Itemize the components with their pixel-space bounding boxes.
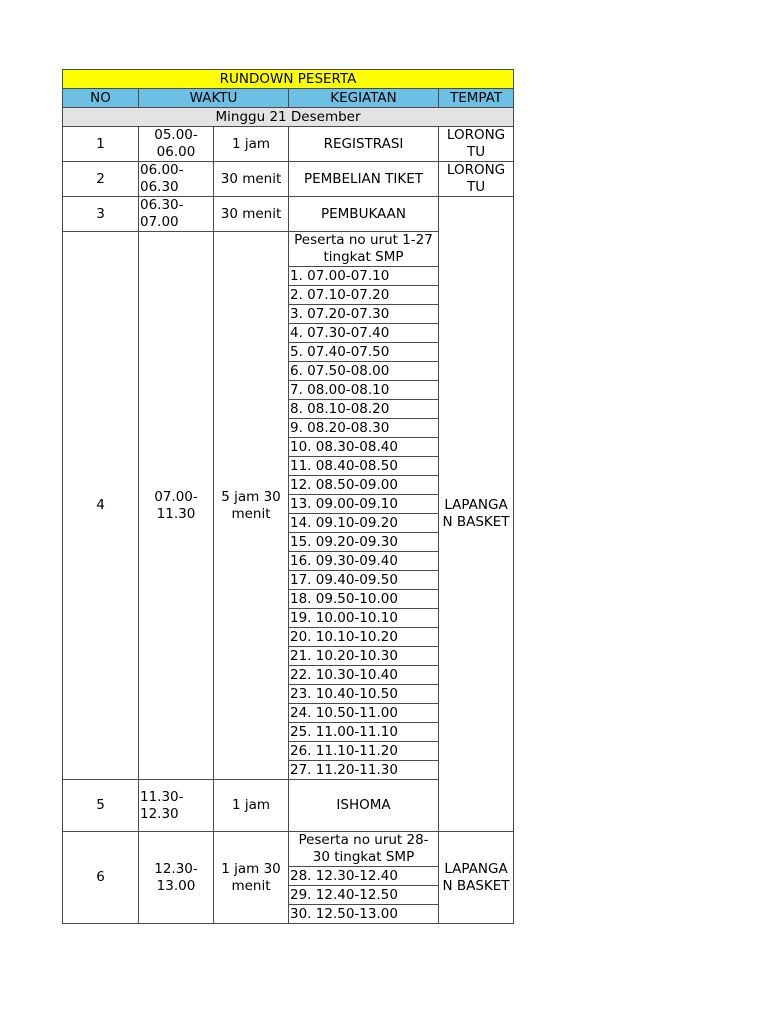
time-slot: 10. 08.30-08.40 [289,438,439,457]
time-slot: 4. 07.30-07.40 [289,324,439,343]
row-kegiatan: REGISTRASI [289,127,439,162]
row-kegiatan: ISHOMA [289,780,439,832]
table-row [63,832,514,867]
row-no: 2 [63,162,139,197]
row-durasi: 1 jam 30 menit [214,832,289,924]
time-slot: 20. 10.10-10.20 [289,628,439,647]
row-durasi: 5 jam 30 menit [214,232,289,780]
row-no: 5 [63,780,139,832]
time-slot: 25. 11.00-11.10 [289,723,439,742]
time-slot: 2. 07.10-07.20 [289,286,439,305]
table-title: RUNDOWN PESERTA [63,70,514,89]
time-slot: 16. 09.30-09.40 [289,552,439,571]
time-slot: 19. 10.00-10.10 [289,609,439,628]
time-slot: 28. 12.30-12.40 [289,867,439,886]
time-slot: 17. 09.40-09.50 [289,571,439,590]
participant-note: Peserta no urut 1-27 tingkat SMP [289,232,439,267]
row-kegiatan: PEMBUKAAN [289,197,439,232]
time-slot: 6. 07.50-08.00 [289,362,439,381]
row-durasi: 1 jam [214,780,289,832]
row-durasi: 1 jam [214,127,289,162]
time-slot: 8. 08.10-08.20 [289,400,439,419]
time-slot: 9. 08.20-08.30 [289,419,439,438]
time-slot: 3. 07.20-07.30 [289,305,439,324]
time-slot: 22. 10.30-10.40 [289,666,439,685]
time-slot: 23. 10.40-10.50 [289,685,439,704]
row-waktu: 06.30- 07.00 [139,197,214,232]
header-kegiatan: KEGIATAN [289,89,439,108]
table-row [63,197,514,232]
header-tempat: TEMPAT [439,89,514,108]
row-no: 4 [63,232,139,780]
row-tempat: LAPANGA N BASKET [439,832,514,924]
row-tempat: LAPANGA N BASKET [439,197,514,832]
time-slot: 14. 09.10-09.20 [289,514,439,533]
row-waktu: 06.00- 06.30 [139,162,214,197]
row-no: 1 [63,127,139,162]
date-label: Minggu 21 Desember [63,108,514,127]
time-slot: 26. 11.10-11.20 [289,742,439,761]
header-no: NO [63,89,139,108]
table-row [63,127,514,162]
time-slot: 24. 10.50-11.00 [289,704,439,723]
time-slot: 12. 08.50-09.00 [289,476,439,495]
time-slot: 21. 10.20-10.30 [289,647,439,666]
time-slot: 7. 08.00-08.10 [289,381,439,400]
time-slot: 18. 09.50-10.00 [289,590,439,609]
rundown-table [62,69,514,924]
time-slot: 30. 12.50-13.00 [289,905,439,924]
time-slot: 5. 07.40-07.50 [289,343,439,362]
table-row [63,162,514,197]
row-tempat: LORONG TU [439,127,514,162]
time-slot: 13. 09.00-09.10 [289,495,439,514]
header-waktu: WAKTU [139,89,289,108]
participant-note: Peserta no urut 28- 30 tingkat SMP [289,832,439,867]
row-no: 6 [63,832,139,924]
row-tempat: LORONG TU [439,162,514,197]
time-slot: 11. 08.40-08.50 [289,457,439,476]
row-durasi: 30 menit [214,197,289,232]
row-waktu: 07.00- 11.30 [139,232,214,780]
row-kegiatan: PEMBELIAN TIKET [289,162,439,197]
row-waktu: 12.30- 13.00 [139,832,214,924]
time-slot: 15. 09.20-09.30 [289,533,439,552]
row-waktu: 05.00- 06.00 [139,127,214,162]
time-slot: 27. 11.20-11.30 [289,761,439,780]
row-durasi: 30 menit [214,162,289,197]
time-slot: 29. 12.40-12.50 [289,886,439,905]
row-no: 3 [63,197,139,232]
time-slot: 1. 07.00-07.10 [289,267,439,286]
row-waktu: 11.30- 12.30 [139,780,214,832]
